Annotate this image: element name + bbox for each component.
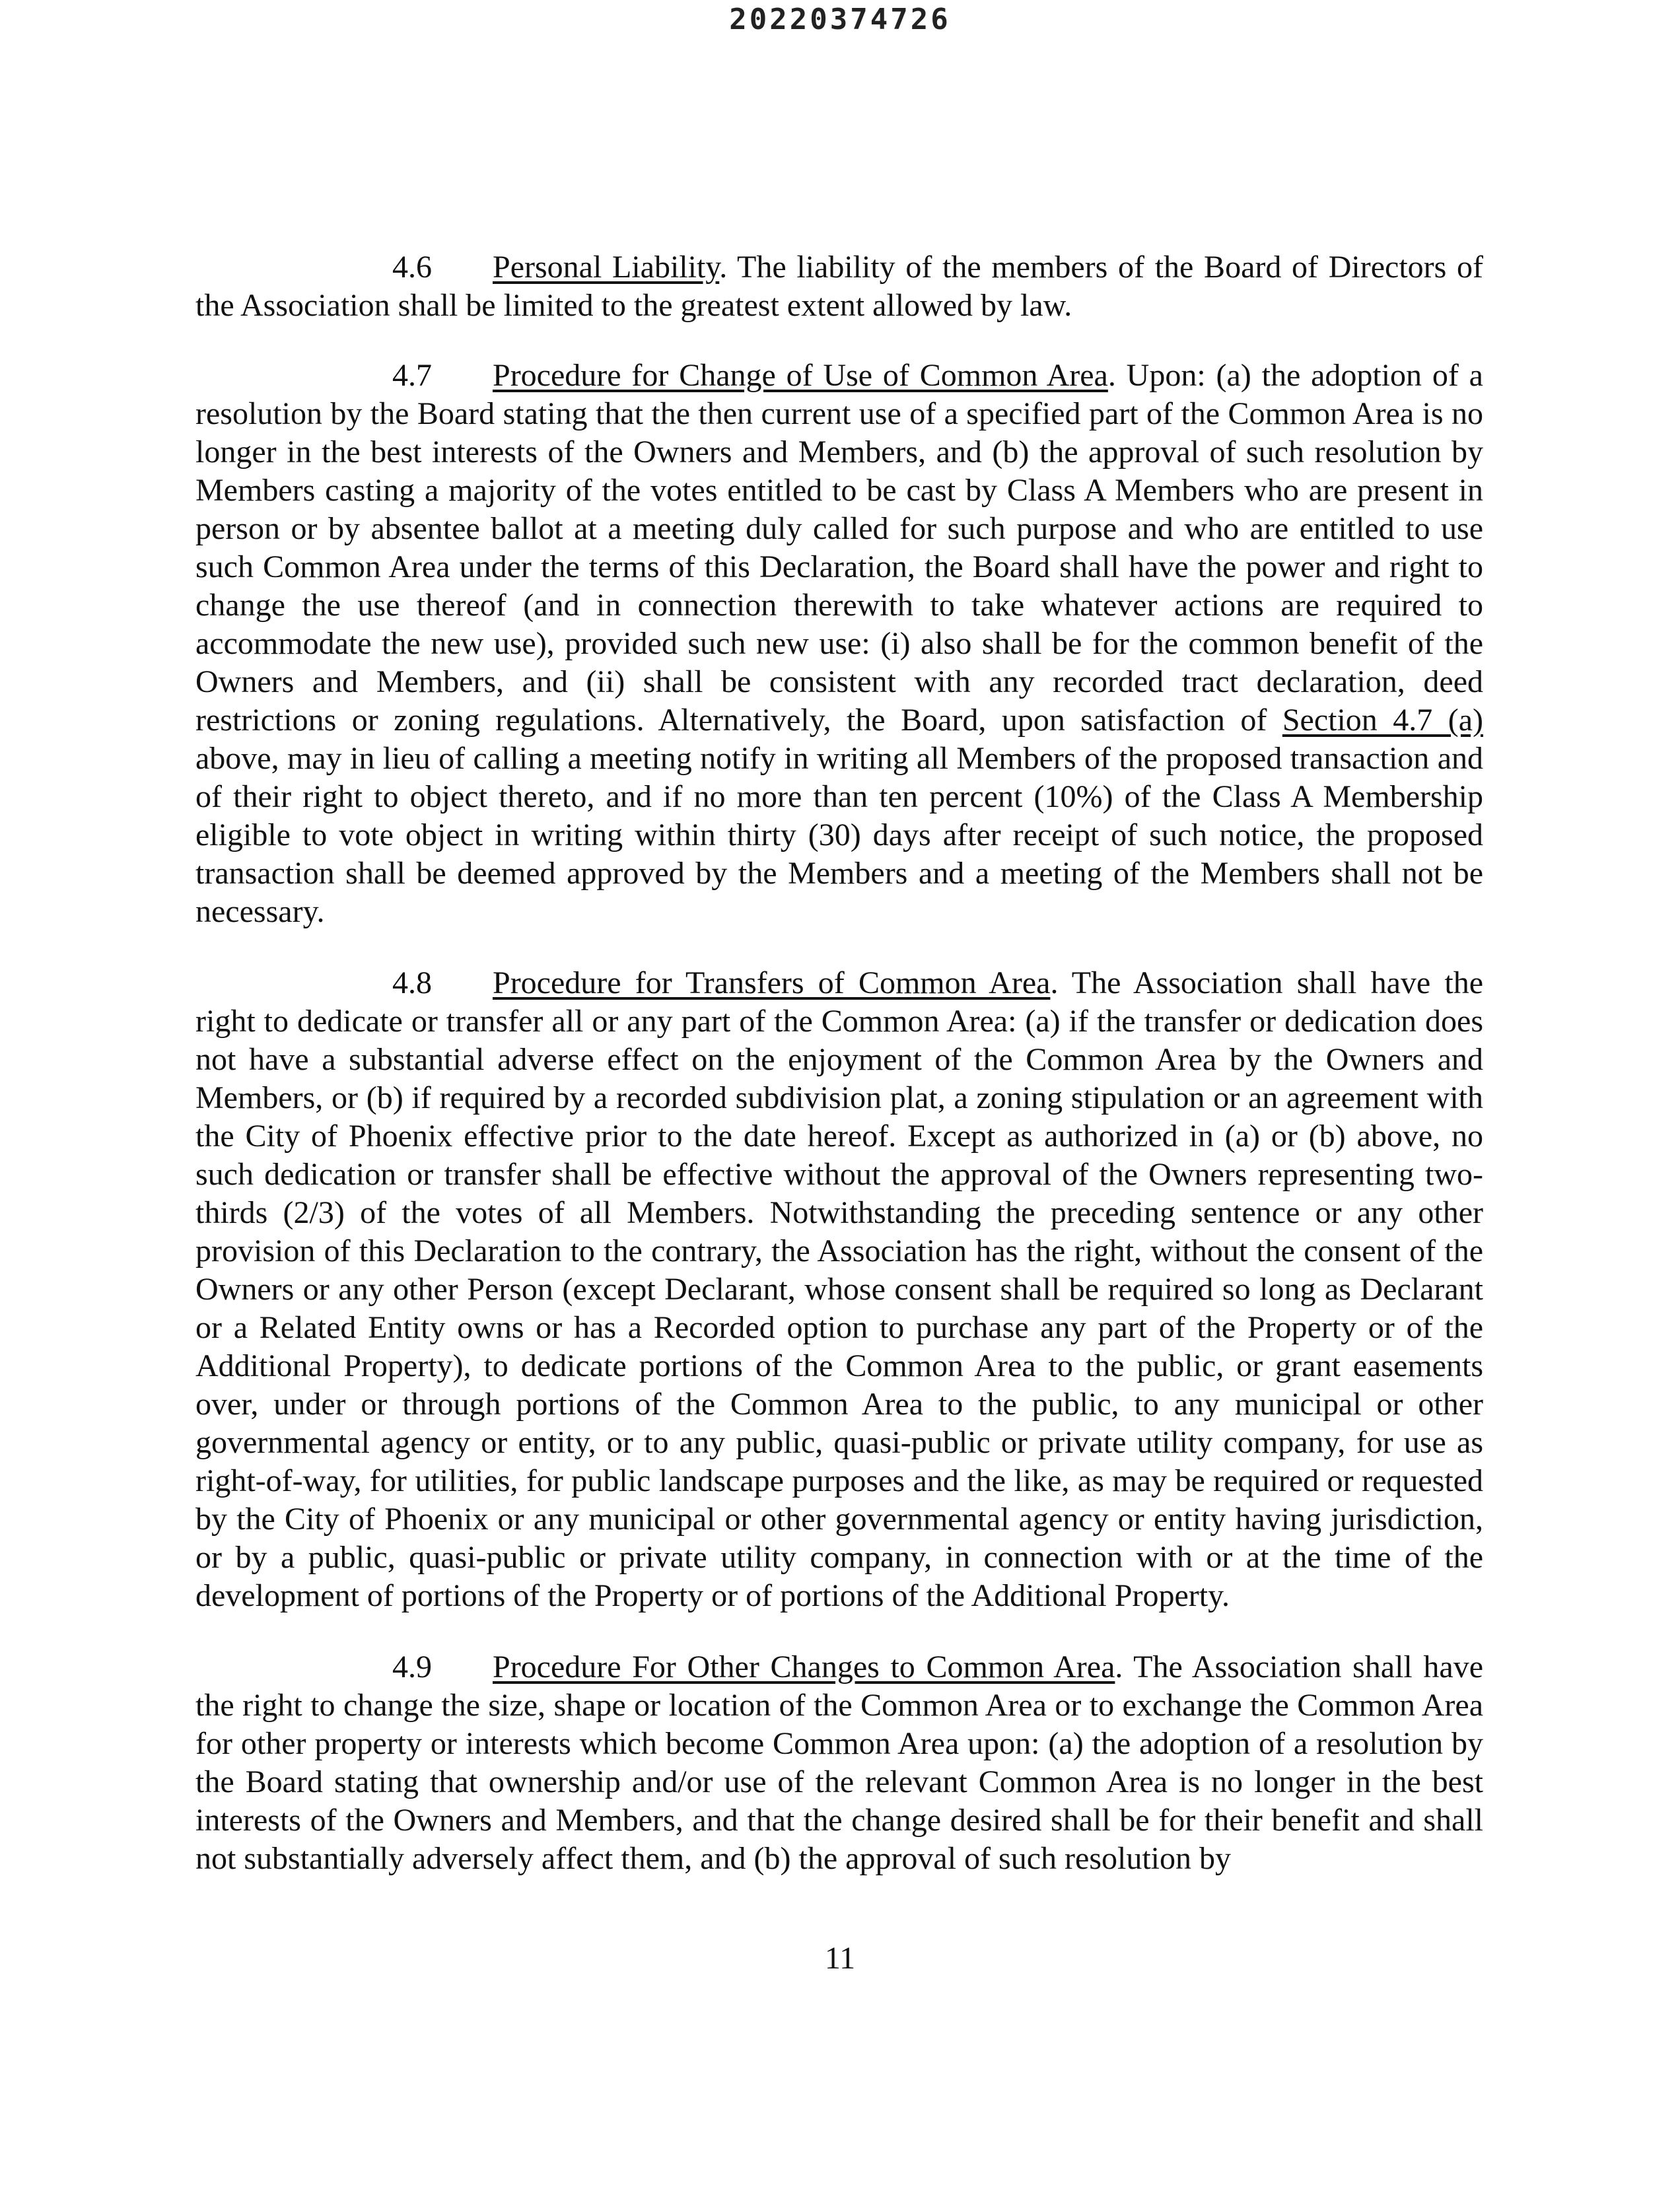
section-heading: Procedure for Change of Use of Common Area <box>493 358 1108 393</box>
section-text: above, may in lieu of calling a meeting notify in writing all Members of the proposed transaction and of their right to object thereto, and if no more than ten percent (10%) of the Class A Membership eligible to vote object in writing within thirty (30) days after receipt of such notice, the proposed transaction shall be deemed approved by the Members and a meeting of the Members shall not be necessary. <box>195 741 1483 929</box>
section-text: . The liability of the members of the Board of Directors of the Association shall be limited to the greatest extent allowed by law. <box>195 250 1484 323</box>
section-number: 4.8 <box>392 965 432 1000</box>
section-4-6 <box>195 248 1483 325</box>
section-heading: Procedure For Other Changes to Common Area <box>493 1649 1115 1684</box>
section-text: . The Association shall have the right to dedicate or transfer all or any part of the Common Area: (a) if the transfer or dedication does not have a substantial adverse effect on the enjoyment of the Common Area by the Owners and Members, or (b) if required by a recorded subdivision plat, a zoning stipulation or an agreement with the City of Phoenix effective prior to the date hereof. Except as authorized in (a) or (b) above, no such dedication or transfer shall be effective without the approval of the Owners representing two-thirds (2/3) of the votes of all Members. Notwithstanding the preceding sentence or any other provision of this Declaration to the contrary, the Association has the right, without the consent of the Owners or any other Person (except Declarant, whose consent shall be required so long as Declarant or a Related Entity owns or has a Recorded option to purchase any part of the Property or of the Additional Property), to dedicate portions of the Common Area to the public, or grant easements over, under or through portions of the Common Area to the public, to any municipal or other governmental agency or entity, or to any public, quasi-public or private utility company, for use as right-of-way, for utilities, for public landscape purposes and the like, as may be required or requested by the City of Phoenix or any municipal or other governmental agency or entity having jurisdiction, or by a public, quasi-public or private utility company, in connection with or at the time of the development of portions of the Property or of portions of the Additional Property. <box>195 965 1484 1613</box>
recording-number: 20220374726 <box>729 3 951 36</box>
section-4-7 <box>195 357 1483 931</box>
section-text: . The Association shall have the right to change the size, shape or location of the Common Area or to exchange the Common Area for other property or interests which become Common Area upon: (a) the adoption of a resolution by the Board stating that ownership and/or use of the relevant Common Area is no longer in the best interests of the Owners and Members, and that the change desired shall be for their benefit and shall not substantially adversely affect them, and (b) the approval of such resolution by <box>195 1649 1484 1876</box>
section-4-8 <box>195 964 1483 1615</box>
section-reference: Section 4.7 (a) <box>1282 703 1484 738</box>
section-number: 4.6 <box>392 250 432 285</box>
section-4-9 <box>195 1648 1483 1878</box>
document-body <box>195 248 1483 1878</box>
section-number: 4.9 <box>392 1649 432 1684</box>
section-number: 4.7 <box>392 358 432 393</box>
page-number: 11 <box>824 1941 856 1976</box>
section-text: . Upon: (a) the adoption of a resolution by the Board stating that the then current use of a specified part of the Common Area is no longer in the best interests of the Owners and Members, and (b) the approval of such resolution by Members casting a majority of the votes entitled to be cast by Class A Members who are present in person or by absentee ballot at a meeting duly called for such purpose and who are entitled to use such Common Area under the terms of this Declaration, the Board shall have the power and right to change the use thereof (and in connection therewith to take whatever actions are required to accommodate the new use), provided such new use: (i) also shall be for the common benefit of the Owners and Members, and (ii) shall be consistent with any recorded tract declaration, deed restrictions or zoning regulations. Alternatively, the Board, upon satisfaction of <box>195 358 1483 738</box>
section-heading: Personal Liability <box>493 250 720 285</box>
section-heading: Procedure for Transfers of Common Area <box>493 965 1051 1000</box>
